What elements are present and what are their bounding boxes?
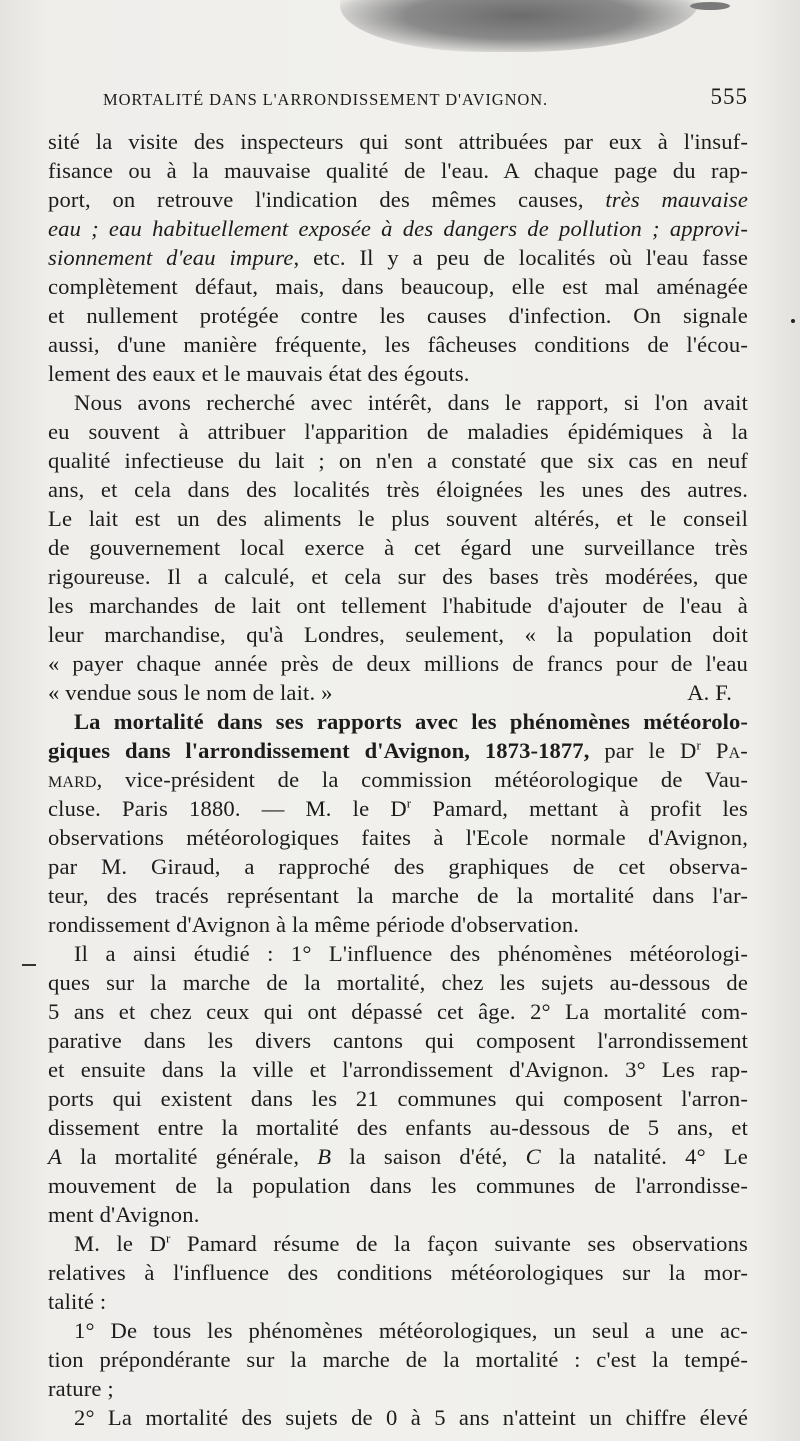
text-line: sionnement d'eau impure, etc. Il y a peu de localités où l'eau fasse bbox=[48, 245, 748, 270]
text-line: M. le $D^r$ Pamard résume de la façon suivante ses observations bbox=[74, 1230, 748, 1256]
ink-stain bbox=[340, 0, 700, 52]
text-line: « payer chaque année près de deux millions de francs pour de l'eau bbox=[48, 651, 748, 676]
text-line: fisance ou à la mauvaise qualité de l'eau. A chaque page du rap- bbox=[48, 158, 748, 183]
author-signature: A. F. bbox=[687, 680, 732, 705]
page-header bbox=[103, 86, 748, 120]
text-line: Le lait est un des aliments le plus souvent altérés, et le conseil bbox=[48, 506, 748, 531]
paragraph-milk bbox=[48, 388, 748, 707]
body-text bbox=[48, 127, 748, 1432]
paragraph-review bbox=[48, 707, 748, 939]
review-title-line: giques dans l'arrondissement d'Avignon, 1873-1877, par le $D^r$ Pa- bbox=[48, 737, 748, 763]
text-line: port, on retrouve l'indication des mêmes causes, très mauvaise bbox=[48, 187, 749, 212]
text-line: ques sur la marche de la mortalité, chez les sujets au-dessous de bbox=[48, 970, 748, 995]
margin-speck bbox=[791, 319, 795, 323]
text-line: dissement entre la mortalité des enfants au-dessous de 5 ans, et bbox=[48, 1115, 748, 1140]
text-line: mouvement de la population dans les communes de l'arrondisse- bbox=[48, 1173, 748, 1198]
paragraph-continuation bbox=[48, 127, 748, 388]
text-line: 5 ans et chez ceux qui ont dépassé cet âge. 2° La mortalité com- bbox=[48, 999, 748, 1024]
text-line: leur marchandise, qu'à Londres, seulement, « la population doit bbox=[48, 622, 748, 647]
text-line: rature ; bbox=[48, 1376, 114, 1401]
text-line: et ensuite dans la ville et l'arrondissement d'Avignon. 3° Les rap- bbox=[48, 1057, 748, 1082]
text-line: de gouvernement local exerce à cet égard une surveillance très bbox=[48, 535, 748, 560]
text-line: lement des eaux et le mauvais état des égouts. bbox=[48, 361, 470, 386]
text-line: par M. Giraud, a rapproché des graphiques de cet observa- bbox=[48, 854, 748, 879]
review-title-line: La mortalité dans ses rapports avec les phénomènes météorolo- bbox=[74, 709, 748, 734]
text-line: talité : bbox=[48, 1289, 107, 1314]
running-title: MORTALITÉ DANS L'ARRONDISSEMENT D'AVIGNON. bbox=[103, 90, 549, 109]
text-line: ports qui existent dans les 21 communes qui composent l'arron- bbox=[48, 1086, 748, 1111]
text-line: aussi, d'une manière fréquente, les fâcheuses conditions de l'écou- bbox=[48, 332, 748, 357]
text-line: et nullement protégée contre les causes d'infection. On signale bbox=[48, 303, 748, 328]
text-line: rondissement d'Avignon à la même période d'observation. bbox=[48, 912, 580, 937]
text-line: eu souvent à attribuer l'apparition de maladies épidémiques à la bbox=[48, 419, 748, 444]
text-line: complètement défaut, mais, dans beaucoup, elle est mal aménagée bbox=[48, 274, 748, 299]
paragraph-point-2 bbox=[48, 1403, 748, 1432]
text-line: Il a ainsi étudié : 1° L'influence des phénomènes météorologi- bbox=[74, 941, 748, 966]
text-line: parative dans les divers cantons qui composent l'arrondissement bbox=[48, 1028, 748, 1053]
text-line: ans, et cela dans des localités très éloignées les unes des autres. bbox=[48, 477, 748, 502]
margin-mark bbox=[22, 964, 36, 966]
text-line: observations météorologiques faites à l'Ecole normale d'Avignon, bbox=[48, 825, 748, 850]
text-line bbox=[48, 678, 748, 707]
text-line: 1° De tous les phénomènes météorologiques, un seul a une ac- bbox=[74, 1318, 748, 1343]
text-line: rigoureuse. Il a calculé, et cela sur des bases très modérées, que bbox=[48, 564, 748, 589]
page-number: 555 bbox=[710, 84, 748, 109]
text-line: eau ; eau habituellement exposée à des dangers de pollution ; approvi- bbox=[48, 216, 748, 241]
text-line: relatives à l'influence des conditions météorologiques sur la mor- bbox=[48, 1260, 748, 1285]
text-line: les marchandes de lait ont tellement l'habitude d'ajouter de l'eau à bbox=[48, 593, 748, 618]
text-line: qualité infectieuse du lait ; on n'en a constaté que six cas en neuf bbox=[48, 448, 748, 473]
ink-stain-tail bbox=[690, 2, 730, 10]
quote-end: « vendue sous le nom de lait. » bbox=[48, 680, 333, 705]
text-line: tion prépondérante sur la marche de la mortalité : c'est la tempé- bbox=[48, 1347, 748, 1372]
text-line: A la mortalité générale, B la saison d'été, C la natalité. 4° Le bbox=[48, 1144, 748, 1169]
paragraph-summary-intro bbox=[48, 1229, 748, 1316]
text-line: mard, vice-président de la commission météorologique de Vau- bbox=[48, 767, 748, 792]
text-line: cluse. Paris 1880. — M. le $D^r$ Pamard, mettant à profit les bbox=[48, 795, 748, 821]
text-line: ment d'Avignon. bbox=[48, 1202, 200, 1227]
paragraph-study bbox=[48, 939, 748, 1229]
paragraph-point-1 bbox=[48, 1316, 748, 1403]
text-line: teur, des tracés représentant la marche de la mortalité dans l'ar- bbox=[48, 883, 748, 908]
text-line: sité la visite des inspecteurs qui sont attribuées par eux à l'insuf- bbox=[48, 129, 748, 154]
text-line: 2° La mortalité des sujets de 0 à 5 ans n'atteint un chiffre élevé bbox=[74, 1405, 748, 1430]
text-line: Nous avons recherché avec intérêt, dans le rapport, si l'on avait bbox=[74, 390, 748, 415]
